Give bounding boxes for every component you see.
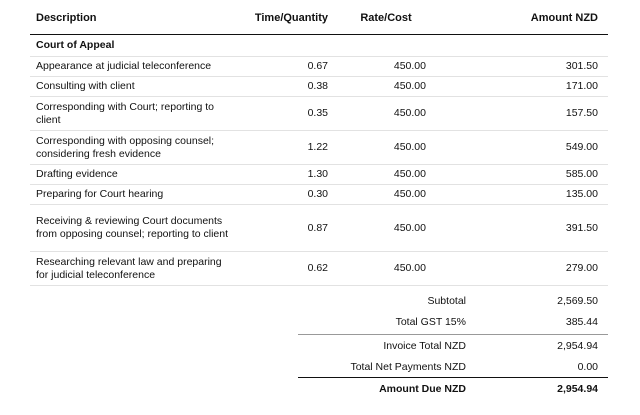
table-row xyxy=(30,165,608,185)
table-header-row xyxy=(30,0,608,35)
row-amount: 301.50 xyxy=(565,60,598,72)
row-amount: 135.00 xyxy=(565,188,598,200)
header-time-quantity: Time/Quantity xyxy=(254,11,328,24)
row-description: Researching relevant law and preparing for judicial teleconference xyxy=(36,255,222,281)
gst-value: 385.44 xyxy=(565,315,598,328)
net-payments-label: Total Net Payments NZD xyxy=(350,360,466,373)
invoice-total-value: 2,954.94 xyxy=(557,339,598,352)
row-description: Receiving & reviewing Court documents from opposing counsel; reporting to client xyxy=(36,215,229,240)
row-quantity: 1.22 xyxy=(307,141,328,153)
row-amount: 585.00 xyxy=(565,168,598,180)
amount-due-label: Amount Due NZD xyxy=(379,382,466,395)
subtotal-label: Subtotal xyxy=(427,294,466,307)
gst-row xyxy=(298,311,608,332)
section-heading-row xyxy=(30,35,608,57)
row-amount: 157.50 xyxy=(565,107,598,119)
section-title: Court of Appeal xyxy=(36,39,115,51)
row-quantity: 0.87 xyxy=(307,221,328,234)
row-amount: 391.50 xyxy=(565,221,598,234)
row-rate: 450.00 xyxy=(393,80,426,92)
row-quantity: 0.38 xyxy=(307,80,328,92)
subtotal-value: 2,569.50 xyxy=(557,294,598,307)
row-quantity: 0.30 xyxy=(307,188,328,200)
amount-due-row xyxy=(298,377,608,399)
row-rate: 450.00 xyxy=(393,107,426,119)
row-amount: 171.00 xyxy=(565,80,598,92)
table-row xyxy=(30,77,608,97)
row-description: Consulting with client xyxy=(36,80,135,92)
row-description: Drafting evidence xyxy=(36,168,118,180)
row-quantity: 0.62 xyxy=(307,262,328,274)
table-row xyxy=(30,252,608,286)
row-description: Preparing for Court hearing xyxy=(36,188,164,200)
row-rate: 450.00 xyxy=(393,141,426,153)
row-amount: 549.00 xyxy=(565,141,598,153)
header-amount: Amount NZD xyxy=(530,11,598,24)
row-rate: 450.00 xyxy=(393,188,426,200)
header-description: Description xyxy=(36,11,97,24)
row-quantity: 0.67 xyxy=(307,60,328,72)
net-payments-value: 0.00 xyxy=(577,360,598,373)
table-row xyxy=(30,131,608,165)
table-row xyxy=(30,97,608,131)
row-rate: 450.00 xyxy=(393,262,426,274)
row-description: Corresponding with opposing counsel; considering fresh evidence xyxy=(36,134,215,160)
invoice-total-row xyxy=(298,334,608,356)
row-rate: 450.00 xyxy=(393,168,426,180)
invoice-totals xyxy=(298,290,608,399)
row-rate: 450.00 xyxy=(393,221,426,234)
table-row xyxy=(30,205,608,252)
row-quantity: 0.35 xyxy=(307,107,328,119)
table-row xyxy=(30,185,608,205)
row-rate: 450.00 xyxy=(393,60,426,72)
row-description: Appearance at judicial teleconference xyxy=(36,60,212,72)
invoice-total-label: Invoice Total NZD xyxy=(383,339,466,352)
invoice-line-items-table xyxy=(30,0,608,286)
header-rate-cost: Rate/Cost xyxy=(360,11,412,24)
row-quantity: 1.30 xyxy=(307,168,328,180)
row-amount: 279.00 xyxy=(565,262,598,274)
amount-due-value: 2,954.94 xyxy=(557,382,598,395)
subtotal-row xyxy=(298,290,608,311)
table-row xyxy=(30,57,608,77)
net-payments-row xyxy=(298,356,608,377)
gst-label: Total GST 15% xyxy=(395,315,466,328)
row-description: Corresponding with Court; reporting to client xyxy=(36,100,215,126)
